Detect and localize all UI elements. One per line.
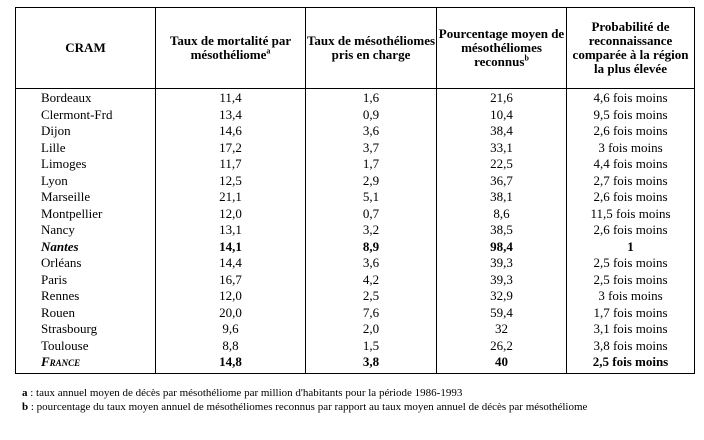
cell-cram: Dijon xyxy=(16,123,156,140)
cell-proba: 3,8 fois moins xyxy=(567,338,695,355)
cell-proba: 2,6 fois moins xyxy=(567,123,695,140)
cell-pris: 1,7 xyxy=(306,156,437,173)
cell-mortalite: 13,1 xyxy=(156,222,306,239)
cell-proba: 2,5 fois moins xyxy=(567,272,695,289)
cell-cram: Lyon xyxy=(16,173,156,190)
cell-proba: 4,4 fois moins xyxy=(567,156,695,173)
cell-pct: 38,1 xyxy=(437,189,567,206)
cell-pris: 3,7 xyxy=(306,140,437,157)
cell-cram: France xyxy=(16,354,156,373)
cell-cram: Rennes xyxy=(16,288,156,305)
cell-mortalite: 21,1 xyxy=(156,189,306,206)
cell-proba: 2,5 fois moins xyxy=(567,354,695,373)
cell-pct: 22,5 xyxy=(437,156,567,173)
cell-cram: Clermont-Frd xyxy=(16,107,156,124)
cell-pris: 2,5 xyxy=(306,288,437,305)
cell-pct: 32 xyxy=(437,321,567,338)
cell-mortalite: 13,4 xyxy=(156,107,306,124)
cell-mortalite: 17,2 xyxy=(156,140,306,157)
table-row xyxy=(16,338,695,355)
cell-cram: Montpellier xyxy=(16,206,156,223)
cell-proba: 2,5 fois moins xyxy=(567,255,695,272)
table-row xyxy=(16,272,695,289)
cell-proba: 1,7 fois moins xyxy=(567,305,695,322)
cell-pris: 8,9 xyxy=(306,239,437,256)
cell-mortalite: 9,6 xyxy=(156,321,306,338)
cell-pct: 33,1 xyxy=(437,140,567,157)
table-row xyxy=(16,288,695,305)
table-row xyxy=(16,173,695,190)
cell-proba: 3,1 fois moins xyxy=(567,321,695,338)
cell-proba: 1 xyxy=(567,239,695,256)
table-row xyxy=(16,156,695,173)
cell-proba: 2,6 fois moins xyxy=(567,189,695,206)
cell-pct: 21,6 xyxy=(437,89,567,107)
footnote-marker-a: a xyxy=(266,46,271,56)
cell-pct: 39,3 xyxy=(437,255,567,272)
cell-mortalite: 14,1 xyxy=(156,239,306,256)
table-row xyxy=(16,107,695,124)
footnote-b: b : pourcentage du taux moyen annuel de mésothéliomes reconnus par rapport au taux moyen annuel de décès par mésothéliome xyxy=(22,401,588,413)
cell-cram: Orléans xyxy=(16,255,156,272)
cell-proba: 9,5 fois moins xyxy=(567,107,695,124)
cell-pris: 2,0 xyxy=(306,321,437,338)
cell-pris: 7,6 xyxy=(306,305,437,322)
cell-pris: 5,1 xyxy=(306,189,437,206)
cell-pris: 0,7 xyxy=(306,206,437,223)
cell-cram: Limoges xyxy=(16,156,156,173)
table-row xyxy=(16,239,695,256)
cell-pris: 0,9 xyxy=(306,107,437,124)
table-row xyxy=(16,305,695,322)
cell-proba: 2,7 fois moins xyxy=(567,173,695,190)
cell-mortalite: 12,5 xyxy=(156,173,306,190)
cell-pris: 2,9 xyxy=(306,173,437,190)
header-cram: CRAM xyxy=(16,8,156,89)
cell-mortalite: 11,4 xyxy=(156,89,306,107)
cell-pct: 10,4 xyxy=(437,107,567,124)
cell-proba: 2,6 fois moins xyxy=(567,222,695,239)
cell-cram: Paris xyxy=(16,272,156,289)
cell-mortalite: 14,8 xyxy=(156,354,306,373)
cell-cram: Rouen xyxy=(16,305,156,322)
cell-mortalite: 14,6 xyxy=(156,123,306,140)
cell-pct: 38,5 xyxy=(437,222,567,239)
cell-pct: 26,2 xyxy=(437,338,567,355)
cell-proba: 4,6 fois moins xyxy=(567,89,695,107)
cell-cram: Nancy xyxy=(16,222,156,239)
cell-pct: 32,9 xyxy=(437,288,567,305)
cell-pct: 59,4 xyxy=(437,305,567,322)
table-row xyxy=(16,189,695,206)
table-row xyxy=(16,89,695,107)
table-row xyxy=(16,255,695,272)
cell-pct: 40 xyxy=(437,354,567,373)
mesothelioma-table xyxy=(15,7,695,374)
cell-cram: Strasbourg xyxy=(16,321,156,338)
cell-cram: Nantes xyxy=(16,239,156,256)
header-pourcentage: Pourcentage moyen de mésothéliomes reconnus$^b$ xyxy=(437,8,567,89)
cell-pris: 3,8 xyxy=(306,354,437,373)
cell-cram: Bordeaux xyxy=(16,89,156,107)
cell-pct: 36,7 xyxy=(437,173,567,190)
table-row xyxy=(16,222,695,239)
cell-pct: 39,3 xyxy=(437,272,567,289)
cell-pris: 3,2 xyxy=(306,222,437,239)
table-body xyxy=(16,89,695,374)
cell-pris: 1,6 xyxy=(306,89,437,107)
cell-cram: Marseille xyxy=(16,189,156,206)
cell-cram: Toulouse xyxy=(16,338,156,355)
header-row xyxy=(16,8,695,89)
cell-pris: 3,6 xyxy=(306,123,437,140)
cell-mortalite: 12,0 xyxy=(156,206,306,223)
table-row xyxy=(16,206,695,223)
cell-pct: 38,4 xyxy=(437,123,567,140)
table-row xyxy=(16,321,695,338)
header-pris-en-charge: Taux de mésothéliomes pris en charge xyxy=(306,8,437,89)
cell-cram: Lille xyxy=(16,140,156,157)
cell-proba: 3 fois moins xyxy=(567,288,695,305)
cell-pct: 98,4 xyxy=(437,239,567,256)
cell-pris: 3,6 xyxy=(306,255,437,272)
footnote-a: a : taux annuel moyen de décès par mésothéliome par million d'habitants pour la période 1986-1993 xyxy=(22,387,463,399)
cell-mortalite: 12,0 xyxy=(156,288,306,305)
table-row xyxy=(16,123,695,140)
footnote-marker-b: b xyxy=(524,53,529,63)
cell-pris: 4,2 xyxy=(306,272,437,289)
table-row xyxy=(16,140,695,157)
cell-proba: 3 fois moins xyxy=(567,140,695,157)
header-probabilite: Probabilité de reconnaissance comparée à la région la plus élevée xyxy=(567,8,695,89)
cell-pris: 1,5 xyxy=(306,338,437,355)
cell-pct: 8,6 xyxy=(437,206,567,223)
cell-mortalite: 20,0 xyxy=(156,305,306,322)
footnotes xyxy=(22,386,682,414)
cell-proba: 11,5 fois moins xyxy=(567,206,695,223)
cell-mortalite: 11,7 xyxy=(156,156,306,173)
cell-mortalite: 16,7 xyxy=(156,272,306,289)
cell-mortalite: 14,4 xyxy=(156,255,306,272)
cell-mortalite: 8,8 xyxy=(156,338,306,355)
header-mortalite: Taux de mortalité par mésothéliome$^a$ xyxy=(156,8,306,89)
table-row-france xyxy=(16,354,695,373)
